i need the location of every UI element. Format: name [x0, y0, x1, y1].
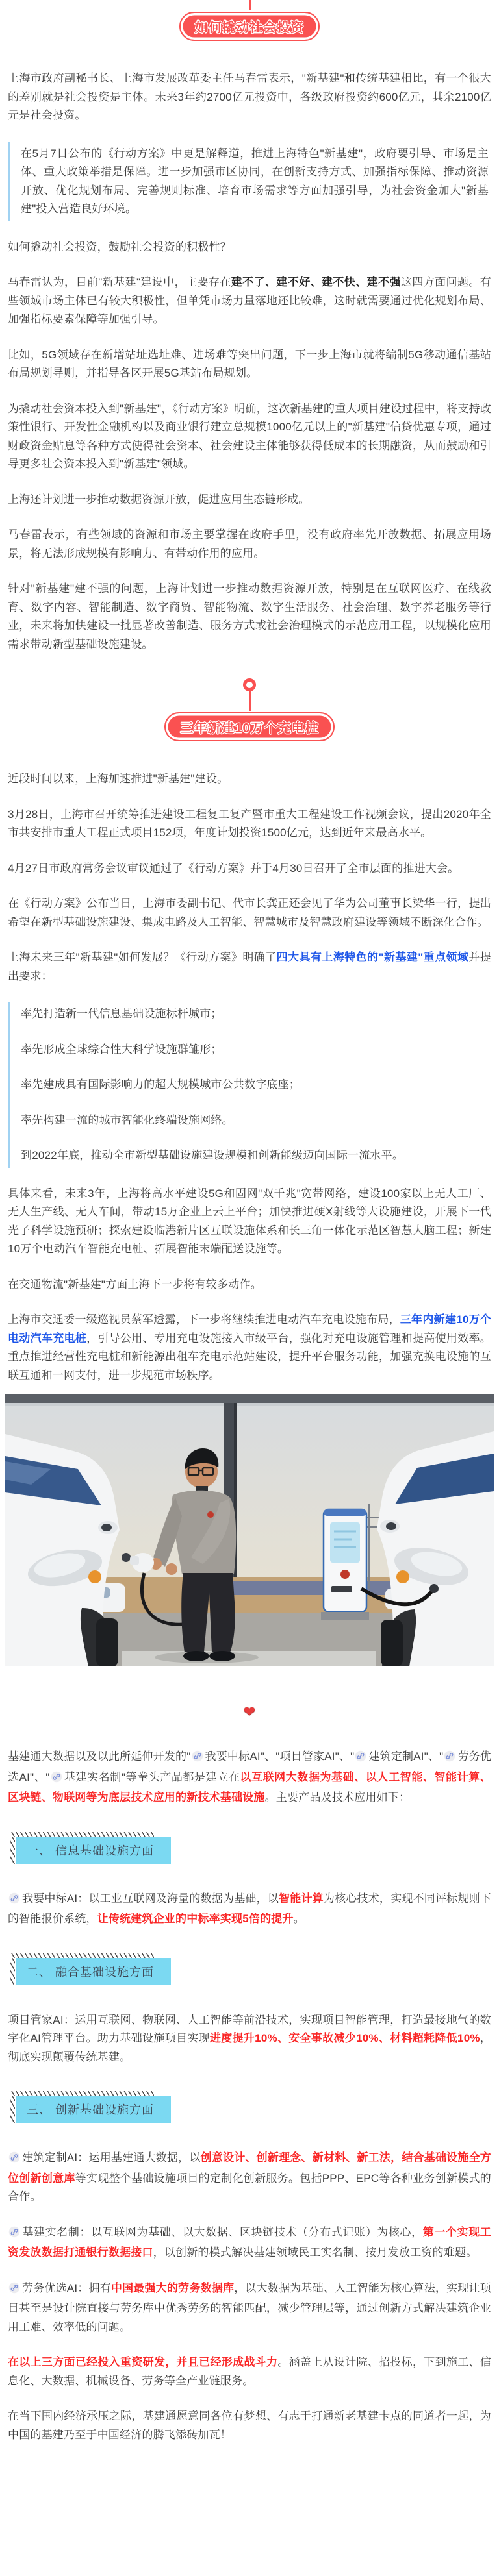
paragraph — [8, 806, 491, 843]
text-run: 。涵盖上从设计院、招投标，下到施工、信息化、大数据、机械设备、劳务等全产业链服务。 — [8, 2356, 491, 2387]
text-run: 马春雷认为，目前"新基建"建设中，主要存在 — [8, 276, 231, 288]
paragraph — [8, 770, 491, 789]
text-run: 基建实名制"等拳头产品都是建立在 — [64, 1770, 240, 1783]
text-run: 以互联网大数据为基础、以人工智能、智能计算、区块链、物联网等为底层技术应用的新技术基础设施 — [8, 1770, 491, 1803]
paragraph — [8, 2279, 491, 2337]
hatch-left-decoration — [10, 2096, 15, 2123]
text-run: 上海还计划进一步推动数据资源开放，促进应用生态链形成。 — [8, 493, 310, 506]
quote-paragraph — [21, 1111, 489, 1130]
text-run: 我要中标AI"、"项目管家AI"、" — [205, 1750, 355, 1763]
text-run: 在交通物流"新基建"方面上海下一步将有较多动作。 — [8, 1278, 262, 1291]
paragraph — [8, 1748, 491, 1807]
paragraph — [8, 1185, 491, 1259]
section-header-label: 二、 融合基础设施方面 — [16, 1958, 171, 1985]
text-run: 上海市交通委一级巡视员蔡军透露，下一步将继续推进电动汽车充电设施布局， — [8, 1313, 400, 1326]
text-run: 在《行动方案》公布当日，上海市委副书记、代市长龚正还会见了华为公司董事长梁华一行，提出希望在新型基础设施建设、集成电路及人工智能、智慧城市及智慧政府建设等领域不断深化合作。 — [8, 897, 491, 928]
paragraph — [8, 69, 491, 125]
text-run: 项目管家AI：运用互联网、物联网、人工智能等前沿技术，实现项目智能管理，打造最接地气的数字化AI管理平台。助力基础设施项目实现 — [8, 2013, 491, 2044]
text-run: 中国最强大的劳务数据库 — [110, 2281, 235, 2294]
paragraph — [8, 491, 491, 510]
text-run: 上海市政府副秘书长、上海市发展改革委主任马春雷表示，"新基建"和传统基建相比，有一个很大的差别就是社会投资是主体。未来3年约2700亿元投资中，各级政府投资约600亿元，其余2100亿元是社会投资。 — [8, 72, 491, 121]
text-run: 率先建成具有国际影响力的超大规模城市公共数字底座； — [21, 1078, 300, 1091]
quote-paragraph — [21, 1076, 489, 1095]
text-run: 基建实名制：以互联网为基础、以大数据、区块链技术（分布式记账）为核心， — [22, 2225, 423, 2238]
paragraph — [8, 2353, 491, 2390]
link-icon[interactable] — [8, 2281, 20, 2300]
text-run: 在5月7日公布的《行动方案》中更是解释道，推进上海特色"新基建"，政府要引导、市场是主体、重大政策举措是保障。进一步加强市区协同，在创新支持方式、加强指标保障、推动资源开放、优化规划布局、完善规则标准、培育市场需求等方面加强引导，为社会资金加大"新基建"投入营造良好环境。 — [21, 147, 489, 215]
paragraph — [8, 526, 491, 563]
paragraph — [8, 1276, 491, 1294]
ornament-stem — [249, 691, 251, 711]
link-icon[interactable] — [51, 1770, 62, 1789]
hatch-left-decoration — [10, 1958, 15, 1985]
text-run: 建筑定制AI：运用基建通大数据，以 — [22, 2151, 201, 2164]
text-run: 3月28日，上海市召开统筹推进建设工程复工复产暨市重大工程建设工作视频会议，提出2020年全市共安排市重大工程正式项目152项，年度计划投资1500亿元，达到近年来最高水平。 — [8, 808, 491, 839]
badge-row — [0, 12, 499, 41]
text-run: 。 — [293, 1913, 305, 1925]
text-run: 马春雷表示，有些领域的资源和市场主要掌握在政府手里，没有政府率先开放数据、拓展应用场景，将无法形成规模有影响力、有带动作用的应用。 — [8, 528, 491, 560]
paragraph — [8, 2407, 491, 2444]
text-run: 如何撬动社会投资，鼓励社会投资的积极性？ — [8, 240, 231, 253]
quote-paragraph — [21, 1146, 489, 1165]
text-run: 具体来看，未来3年，上海将高水平建设5G和固网"双千兆"宽带网络，建设100家以上无人工厂、无人生产线、无人车间，带动15万企业上云上平台；加快推进硬X射线等大设施建设，开展下一代光子科学设施预研；探索建设临港新片区互联设施体系和长三角一体化示范区智慧大脑工程；新建10万个电动汽车智能充电桩、拓展智能末端配送设施等。 — [8, 1187, 491, 1255]
quote-paragraph — [21, 1041, 489, 1059]
article-photo — [5, 1394, 494, 1666]
text-run: 进度提升10%、安全事故减少10%、材料超耗降低10% — [209, 2032, 480, 2044]
decorative-connector-line — [249, 0, 251, 10]
text-run: ，以大数据为基础、人工智能为核心算法，实现让项目甚至是设计院直接与劳务库中优秀劳务的智能匹配，减少管理层等，通过创新方式解决建筑企业用工难、效率低的问题。 — [8, 2281, 491, 2333]
heart-icon: ❤ — [243, 1703, 256, 1720]
text-run: 四大具有上海特色的"新基建"重点领域 — [276, 951, 469, 963]
blockquote — [8, 1002, 491, 1168]
paragraph — [8, 2149, 491, 2207]
paragraph — [8, 2011, 491, 2067]
paragraph — [8, 2223, 491, 2262]
text-run: 率先构建一流的城市智能化终端设施网络。 — [21, 1113, 233, 1126]
section-header — [10, 1953, 171, 1985]
link-icon[interactable] — [444, 1750, 455, 1768]
section-header — [10, 2091, 171, 2123]
text-run: 三年内新建10万个电动汽车充电桩 — [8, 1313, 491, 1344]
heart-divider — [0, 1704, 499, 1722]
text-run: 让传统建筑企业的中标率实现5倍的提升 — [97, 1913, 294, 1925]
paragraph — [8, 346, 491, 383]
quote-paragraph — [21, 145, 489, 219]
section-badge: 三年新建10万个充电桩 — [164, 712, 334, 741]
text-run: 建筑定制AI"、" — [368, 1750, 444, 1763]
paragraph — [8, 948, 491, 985]
text-run: ，彻底实现颠覆传统基建。 — [8, 2032, 491, 2063]
paragraph — [8, 1890, 491, 1929]
text-run: 建不了、建不好、建不快、建不强 — [231, 276, 401, 288]
text-run: ，引导公用、专用充电设施接入市级平台，强化对充电设施管理和提高使用效率。重点推进经营性充电桩和新能源出租车充电示范站建设，提升平台服务功能，加强充换电设施的互联互通和一网支付，进一步规范市场秩序。 — [8, 1331, 491, 1381]
text-run: 并提出要求： — [8, 951, 491, 982]
text-run: 率先打造新一代信息基础设施标杆城市； — [21, 1008, 222, 1020]
text-run: 第一个实现工资发放数据打通银行数据接口 — [8, 2225, 491, 2259]
hatch-top-decoration — [10, 1953, 154, 1958]
paragraph — [8, 400, 491, 474]
paragraph — [8, 238, 491, 257]
section-badge: 如何撬动社会投资 — [179, 12, 320, 41]
section-header-label: 一、 信息基础设施方面 — [16, 1837, 171, 1864]
text-run: 这四方面问题。有些领域市场主体已有较大积极性，但单凭市场力量落地还比较难，这时就需要通过优化规划布局、加强指标要素保障等加强引导。 — [8, 276, 491, 325]
paragraph — [8, 1311, 491, 1385]
link-icon[interactable] — [355, 1750, 366, 1768]
text-run: 率先形成全球综合性大科学设施群雏形； — [21, 1043, 222, 1056]
text-run: 劳务优选AI：拥有 — [22, 2281, 111, 2294]
paragraph — [8, 860, 491, 878]
text-run: 在当下国内经济承压之际，基建通愿意同各位有梦想、有志于打通新老基建卡点的同道者一起，为中国的基建乃至于中国经济的腾飞添砖加瓦！ — [8, 2410, 491, 2441]
text-run: ，以创新的模式解决基建领域民工实名制、按月发放工资的难题。 — [153, 2246, 478, 2259]
link-icon[interactable] — [8, 2225, 20, 2244]
quote-paragraph — [21, 1005, 489, 1024]
text-run: 在以上三方面已经投入重资研发，并且已经形成战斗力 — [8, 2356, 278, 2368]
hatch-left-decoration — [10, 1837, 15, 1864]
link-icon[interactable] — [8, 2151, 20, 2170]
text-run: 针对"新基建"建不强的问题，上海计划进一步推动数据资源开放，特别是在互联网医疗、在线教育、数字内容、智能制造、数字商贸、智能物流、数字生活服务、社会治理、数字养老服务等行业，未来将加快建设一批显著改善制造、服务方式或社会治理模式的示范应用工程，以规模化应用需求带动新型基础设施建设。 — [8, 582, 491, 650]
paragraph — [8, 273, 491, 329]
text-run: 到2022年底，推动全市新型基础设施建设规模和创新能级迈向国际一流水平。 — [21, 1149, 404, 1161]
text-run: 。主要产品及技术应用如下： — [264, 1791, 411, 1803]
hatch-top-decoration — [10, 1832, 154, 1837]
text-run: 等实现整个基础设施项目的定制化创新服务。包括PPP、EPC等各种业务创新模式的合作。 — [8, 2172, 491, 2203]
text-run: 近段时间以来，上海加速推进"新基建"建设。 — [8, 773, 229, 785]
link-icon[interactable] — [192, 1750, 203, 1768]
section-ornament — [0, 678, 499, 711]
text-run: 创意设计、创新理念、新材料、新工法，结合基础设施全方位创新创意库 — [8, 2151, 492, 2185]
charging-station-photo-graphic — [5, 1394, 494, 1666]
blockquote — [8, 142, 491, 221]
text-run: 智能计算 — [279, 1892, 324, 1905]
section-header-label: 三、 创新基础设施方面 — [16, 2096, 171, 2123]
paragraph — [8, 580, 491, 654]
text-run: 我要中标AI：以工业互联网及海量的数据为基础，以 — [22, 1892, 279, 1905]
text-run: 为撬动社会资本投入到"新基建"，《行动方案》明确，这次新基建的重大项目建设过程中，将支持政策性银行、开发性金融机构以及商业银行建立总规模1000亿元以上的"新基建"信贷优惠专项，通过财政资金贴息等各种方式使得社会资本、社会建设主体能够获得低成本的长期融资，从而鼓励和引导更多社会资本投入到"新基建"领域。 — [8, 402, 491, 470]
link-icon[interactable] — [8, 1892, 20, 1911]
text-run: 比如，5G领域存在新增站址选址难、进场难等突出问题，下一步上海市就将编制5G移动通信基站布局规划导则，并指导各区开展5G基站布局规划。 — [8, 348, 491, 379]
text-run: 4月27日市政府常务会议审议通过了《行动方案》并于4月30日召开了全市层面的推进大会。 — [8, 861, 459, 874]
ornament-ring-icon — [243, 678, 256, 691]
hatch-top-decoration — [10, 2091, 154, 2096]
text-run: 上海未来三年"新基建"如何发展？《行动方案》明确了 — [8, 951, 277, 963]
text-run: 基建通大数据以及以此所延伸开发的" — [8, 1750, 191, 1763]
text-run: 为核心技术，实现不同评标规则下的智能报价系统， — [8, 1892, 491, 1925]
badge-row — [0, 712, 499, 741]
section-header — [10, 1832, 171, 1864]
paragraph — [8, 895, 491, 932]
text-run: 劳务优选AI"、" — [8, 1750, 492, 1783]
